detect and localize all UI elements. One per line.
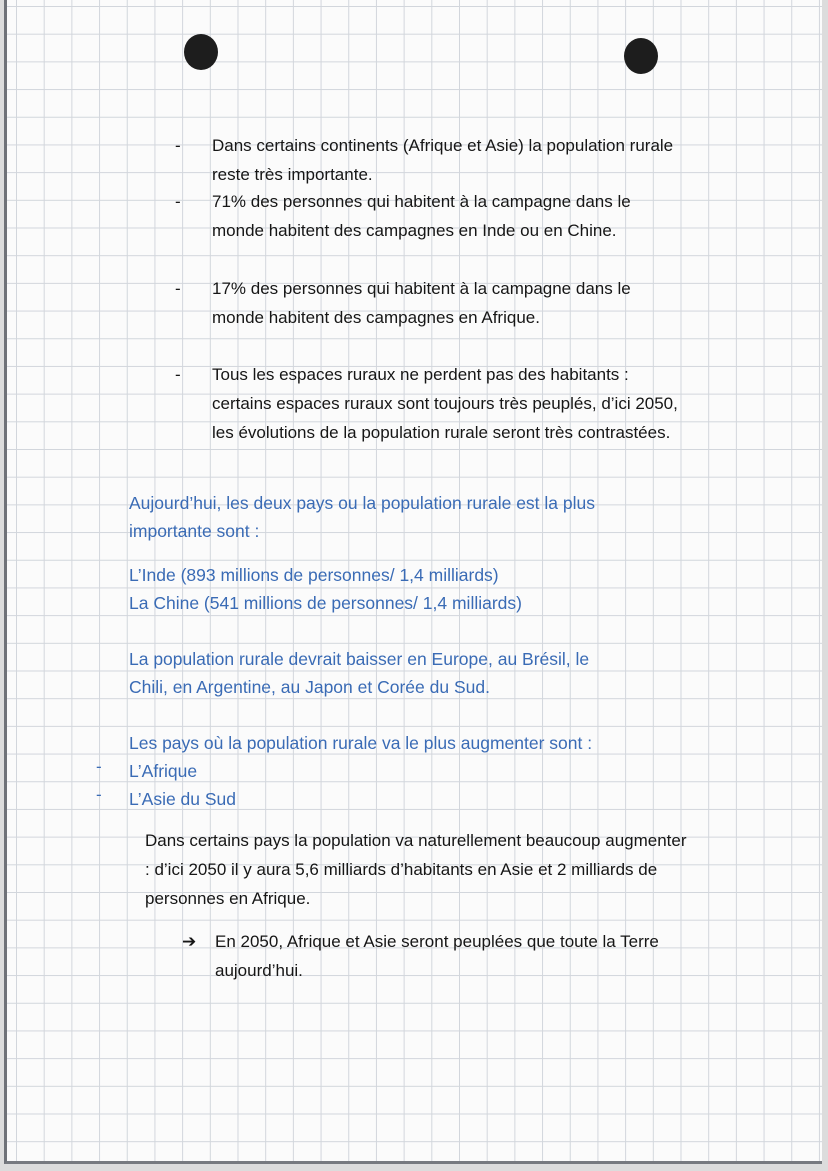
bullet-text: 71% des personnes qui habitent à la campagne dans le monde habitent des campagnes en Inde ou en Chine. xyxy=(212,192,631,240)
bullet-text: 17% des personnes qui habitent à la campagne dans le monde habitent des campagnes en Afrique. xyxy=(212,279,631,327)
decline-line-1: La population rurale devrait baisser en Europe, au Brésil, le xyxy=(129,649,590,669)
arrow-right-icon: ➔ xyxy=(182,932,197,951)
bullet-dash: - xyxy=(175,136,181,155)
bullet-text: Dans certains continents (Afrique et Asie) la population rurale reste très importante. xyxy=(212,136,674,184)
increase-item-africa: L’Afrique xyxy=(129,761,198,781)
china-line: La Chine (541 millions de personnes/ 1,4 milliards) xyxy=(129,593,522,613)
conclusion-text: En 2050, Afrique et Asie seront peuplées que toute la Terre aujourd’hui. xyxy=(215,932,659,980)
punch-hole-right xyxy=(624,38,658,74)
growth-paragraph: Dans certains pays la population va naturellement beaucoup augmenter : d’ici 2050 il y aura 5,6 milliards d’habitants en Asie et 2 milliards de personnes en Afrique. xyxy=(145,831,687,908)
increase-dash: - xyxy=(96,757,102,776)
bullet-dash: - xyxy=(175,192,181,211)
bullet-dash: - xyxy=(175,365,181,384)
bullet-dash: - xyxy=(175,279,181,298)
decline-line-2: Chili, en Argentine, au Japon et Corée du Sud. xyxy=(129,677,490,697)
increase-item-south-asia: L’Asie du Sud xyxy=(129,789,237,809)
bullet-text: Tous les espaces ruraux ne perdent pas des habitants : certains espaces ruraux sont toujours très peuplés, d’ici 2050, les évolutions de la population rurale seront très contrastées. xyxy=(212,365,678,442)
increase-intro: Les pays où la population rurale va le plus augmenter sont : xyxy=(129,733,593,753)
increase-dash: - xyxy=(96,785,102,804)
india-line: L’Inde (893 millions de personnes/ 1,4 milliards) xyxy=(129,565,499,585)
blue-intro-line-1: Aujourd’hui, les deux pays ou la population rurale est la plus xyxy=(129,493,595,513)
blue-intro-line-2: importante sont : xyxy=(129,521,260,541)
punch-hole-left xyxy=(184,34,218,70)
